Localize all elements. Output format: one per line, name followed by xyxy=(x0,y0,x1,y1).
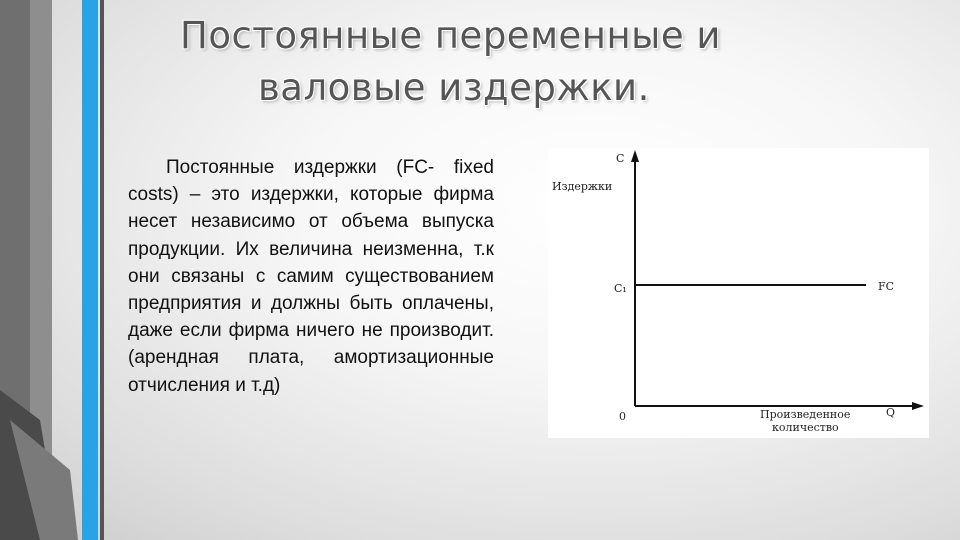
slide-title xyxy=(150,10,790,114)
y-axis-letter: C xyxy=(616,152,625,165)
origin-label: 0 xyxy=(619,410,626,423)
decorative-stripes xyxy=(0,0,120,540)
y-axis-label: Издержки xyxy=(552,180,613,193)
x-axis-label-line-1: Произведенное xyxy=(760,408,851,421)
x-axis-arrow xyxy=(912,402,924,410)
body-paragraph: Постоянные издержки (FC- fixed costs) – это издержки, которые фирма несет независимо от объема выпуска продукции. Их величина неизменна, т.к они связаны с самим существованием предприятия и должны быть оплачены, даже если фирма ничего не производит. (арендная плата, амортизационные отчисления и т.д) xyxy=(128,157,494,396)
fixed-cost-figure xyxy=(548,148,929,438)
fixed-cost-diagram xyxy=(548,148,929,438)
fc-line-label: FC xyxy=(878,280,895,293)
x-axis-letter: Q xyxy=(886,406,896,419)
x-axis-label-line-2: количество xyxy=(772,421,839,434)
title-line-2: валовые издержки. xyxy=(258,66,650,109)
y-axis-arrow xyxy=(631,150,639,162)
level-label: C₁ xyxy=(614,282,627,295)
title-line-1: Постоянные переменные и xyxy=(180,14,721,57)
